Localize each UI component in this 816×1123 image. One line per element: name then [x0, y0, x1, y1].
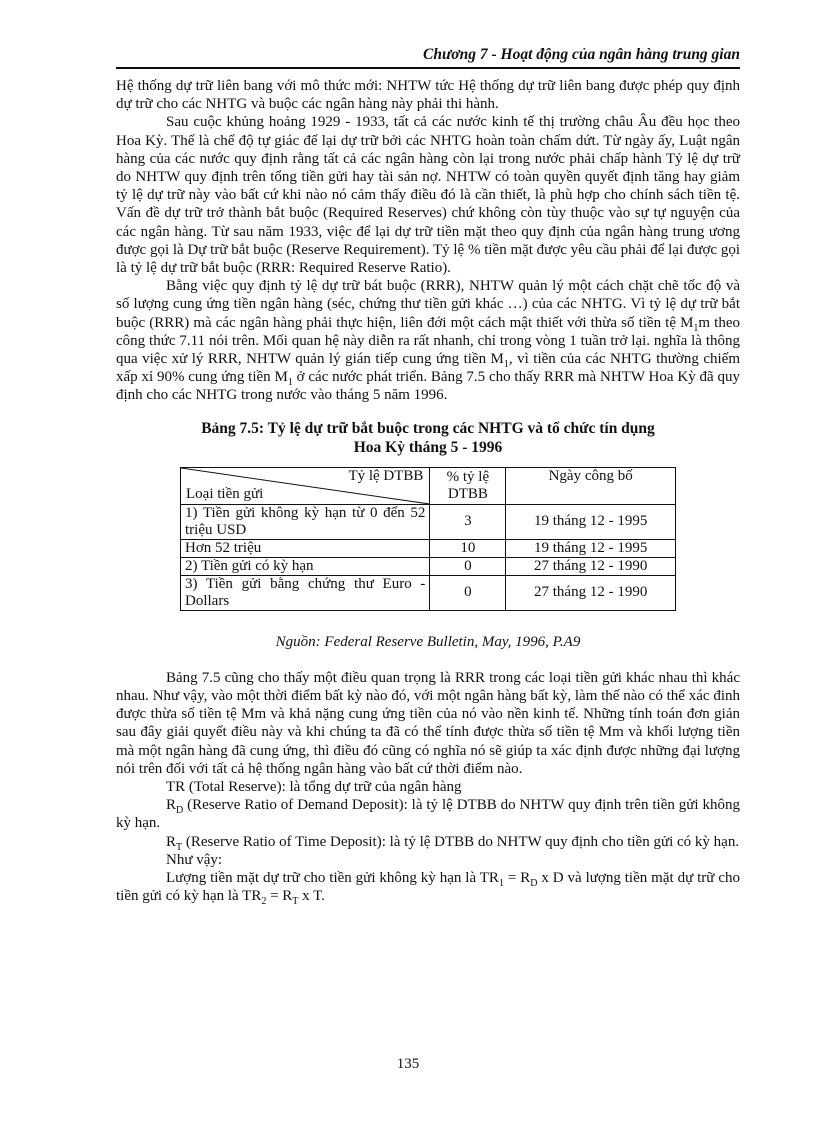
paragraph-3: Bằng việc quy định tỷ lệ dự trữ bát buộc (RRR), NHTW quản lý một cách chặt chẽ tốc độ và số lượng cung ứng tiền ngân hàng (séc, chứng thư tiền gửi khác …) của các NHTG. Vì tỷ lệ dự trữ bắt buộc (RRR) mà các ngân hàng phải thực hiện, liên đới một cách mật thiết với thừa số tiền tệ $M_1m$ theo công thức 7.11 nói trên. Mối quan hệ này diễn ra rất nhanh, chỉ trong vòng 1 tuần trở lại. nghĩa là thông qua việc xử lý RRR, NHTW quản lý gián tiếp cung ứng tiền $M_1$, vì tiền của các NHTG thường chiếm xấp xỉ 90% cung ứng tiền $M_1$ ở các nước phát triển. Bảng 7.5 cho thấy RRR mà NHTW Hoa Kỳ đã quy định cho các NHTG trong nước vào tháng 5 năm 1996.: [116, 278, 740, 404]
chapter-header: Chương 7 - Hoạt động của ngân hàng trung gian: [423, 46, 740, 63]
table-source: Nguồn: Federal Reserve Bulletin, May, 1996, P.A9: [275, 633, 581, 650]
paragraph-4: Bảng 7.5 cũng cho thấy một điều quan trọng là RRR trong các loại tiền gửi khác nhau thì khác nhau. Như vậy, vào một thời điểm bất kỳ nào đó, với một ngân hàng bất kỳ, làm thế nào có thể xác đinh được thừa số tiền tệ Mm và khả nặng cung ứng tiền của nó vào nền kinh tế. Những tính toán đơn giản sau đây giải quyết điều này và khi chúng ta đã có thể tính được thừa số tiền tệ Mm và khối lượng tiền mà một ngân hàng đã cung ứng, thì điều đó cũng có nghĩa nó sẽ giúp ta xác định được những đại lượng nói trên đối với tất cả hệ thống ngân hàng vào bất cứ thời điểm nào.: [116, 669, 740, 777]
paragraph-9: Lượng tiền mặt dự trữ cho tiền gửi không kỳ hạn là $TR_1 = R_D$ x D và lượng tiền mặt dự trữ cho tiền gửi có kỳ hạn là $TR_2 = R_T$ x T.: [116, 870, 740, 908]
table-row: 3) Tiền gửi bằng chứng thư Euro - Dollars 0 27 tháng 12 - 1990: [181, 575, 676, 610]
diagonal-header-cell: Tỷ lệ DTBB Loại tiền gửi: [181, 467, 430, 504]
body-text: [116, 77, 740, 906]
paragraph-7: $R_T$ (Reserve Ratio of Time Deposit): là tỷ lệ DTBB do NHTW quy định cho tiền gửi có kỳ hạn.: [166, 833, 740, 853]
header-percent: % tỷ lệ DTBB: [430, 467, 506, 504]
table-row: Hơn 52 triệu 10 19 tháng 12 - 1995: [181, 539, 676, 557]
paragraph-5: TR (Total Reserve): là tổng dự trữ của ngân hàng: [166, 779, 462, 796]
reserve-ratio-table: [180, 467, 676, 611]
header-rule: [116, 67, 740, 69]
table-header-row: [181, 467, 676, 504]
table-row: 2) Tiền gửi có kỳ hạn 0 27 tháng 12 - 1990: [181, 557, 676, 575]
paragraph-8: Như vậy:: [166, 851, 223, 868]
table-caption: Bảng 7.5: Tỷ lệ dự trữ bắt buộc trong các NHTG và tổ chức tín dụng Hoa Kỳ tháng 5 - 1996: [201, 419, 655, 456]
table-row: 1) Tiền gửi không kỳ hạn từ 0 đến 52 triệu USD 3 19 tháng 12 - 1995: [181, 504, 676, 539]
paragraph-6: $R_D$ (Reserve Ratio of Demand Deposit): là tỷ lệ DTBB do NHTW quy định trên tiền gửi không kỳ hạn.: [116, 797, 740, 832]
page-number: 135: [396, 1056, 420, 1072]
header-date: Ngày công bố: [506, 467, 676, 504]
paragraph-2: Sau cuộc khủng hoảng 1929 - 1933, tất cả các nước kinh tế thị trường châu Âu đều học theo Hoa Kỳ. Thế là chế độ tự giác để lại dự trữ bởi các NHTG hoàn toàn chấm dứt. Từ ngày ấy, Luật ngân hàng của các nước quy định rằng tất cả các ngân hàng còn lại trong nước phải chấp hành Tỷ lệ dự trữ do NHTW quy định trên tổng tiền gửi hay tài sản nợ. NHTW có toàn quyền quyết định tăng hay giảm tỷ lệ dự trữ này vào bất cứ khi nào nó cảm thấy điều đó là cần thiết, là phù hợp cho chính sách tiền tệ. Vấn đề dự trữ trở thành bắt buộc (Required Reserves) chứ không còn tùy thuộc vào sự tự nguyện của các ngân hàng. Từ sau năm 1933, việc để lại dự trữ tiền mặt theo quy định của ngân hàng trung ương được gọi là Dự trữ bắt buộc (Reserve Requirement). Tỷ lệ % tiền mặt được yêu cầu phải để lại được gọi là tỷ lệ dự trữ bắt buộc (RRR: Required Reserve Ratio).: [116, 114, 740, 277]
paragraph-1: Hệ thống dự trữ liên bang với mô thức mới: NHTW tức Hệ thống dự trữ liên bang được phép quy định dự trữ cho các NHTG và buộc các ngân hàng này phải thi hành.: [116, 78, 740, 113]
